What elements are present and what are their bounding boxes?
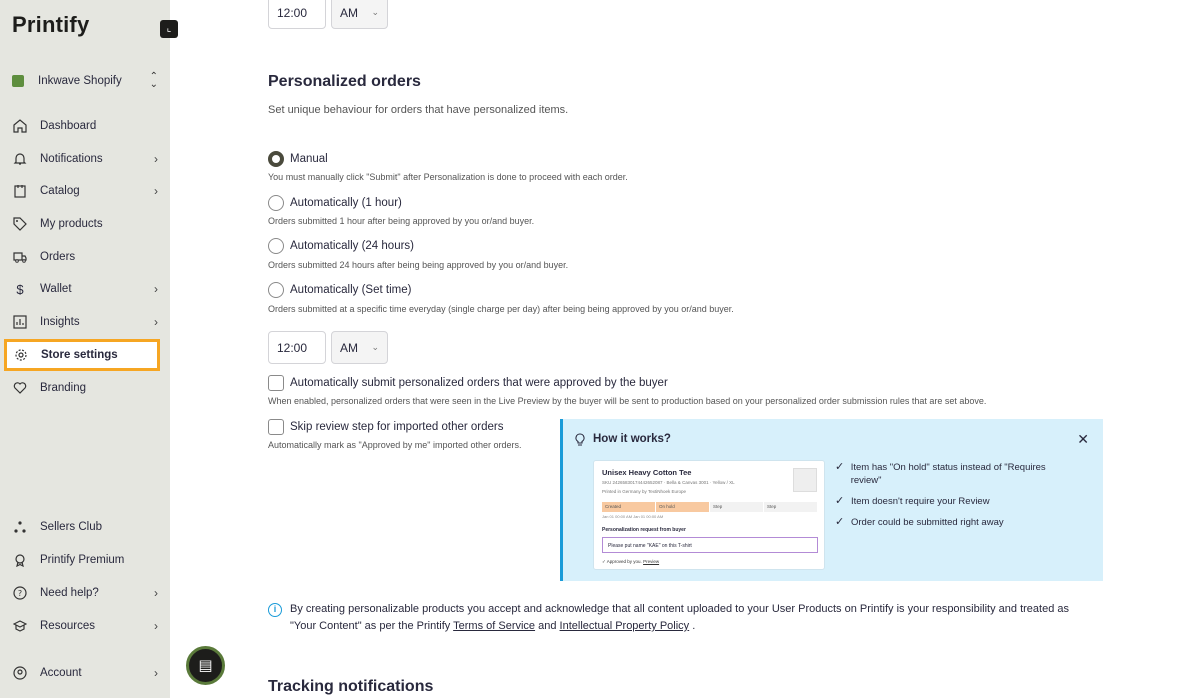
list-item-text: Item doesn't require your Review bbox=[851, 496, 990, 507]
how-it-works-panel bbox=[560, 419, 1103, 581]
printify-logo[interactable]: Printify bbox=[12, 12, 90, 37]
radio-label: Automatically (24 hours) bbox=[290, 240, 414, 252]
sidebar-item-wallet[interactable] bbox=[12, 276, 158, 302]
legal-notice-text bbox=[290, 601, 1098, 635]
store-name: Inkwave Shopify bbox=[38, 75, 122, 87]
info-icon: i bbox=[268, 603, 282, 617]
radio-label: Automatically (Set time) bbox=[290, 284, 412, 296]
list-item bbox=[835, 516, 1075, 529]
how-it-works-title: How it works? bbox=[593, 433, 671, 445]
radio-button[interactable] bbox=[268, 238, 284, 254]
chevron-right-icon: › bbox=[154, 184, 158, 198]
chevron-down-icon: ⌄ bbox=[371, 342, 379, 352]
time-input[interactable]: 12:00 bbox=[268, 331, 326, 364]
chevron-right-icon: › bbox=[154, 315, 158, 329]
sidebar-item-store-settings[interactable] bbox=[4, 339, 160, 371]
how-it-works-list bbox=[835, 461, 1075, 537]
personalization-request-label: Personalization request from buyer bbox=[602, 527, 686, 533]
legal-notice bbox=[268, 601, 1098, 635]
close-icon[interactable]: ✕ bbox=[1077, 431, 1089, 447]
list-item-text: Order could be submitted right away bbox=[851, 517, 1004, 528]
bell-icon bbox=[12, 151, 28, 167]
status-step: Step bbox=[764, 502, 817, 512]
sidebar-item-account[interactable] bbox=[12, 660, 158, 686]
checkbox[interactable] bbox=[268, 375, 284, 391]
sidebar-item-insights[interactable] bbox=[12, 309, 158, 335]
status-step: Step bbox=[710, 502, 763, 512]
radio-hint: Orders submitted at a specific time everyday (single charge per day) after being being approved by you or/and buyer. bbox=[268, 304, 734, 314]
sidebar-item-label: My products bbox=[40, 218, 103, 230]
radio-button[interactable] bbox=[268, 282, 284, 298]
home-icon bbox=[12, 118, 28, 134]
sidebar-item-label: Notifications bbox=[40, 153, 103, 165]
sidebar-item-orders[interactable] bbox=[12, 244, 158, 270]
radio-manual[interactable] bbox=[268, 151, 328, 167]
club-icon bbox=[12, 519, 28, 535]
ip-policy-link[interactable]: Intellectual Property Policy bbox=[559, 620, 690, 632]
product-sku: SKU 24265830174442652087 · Bella & Canvas 3001 · Yellow / XL bbox=[602, 480, 735, 485]
catalog-icon bbox=[12, 183, 28, 199]
sidebar-item-branding[interactable] bbox=[12, 375, 158, 401]
sidebar-item-label: Printify Premium bbox=[40, 554, 125, 566]
sidebar-item-label: Account bbox=[40, 667, 82, 679]
product-thumbnail bbox=[793, 468, 817, 492]
legal-end: . bbox=[692, 620, 696, 632]
checkbox-hint: Automatically mark as "Approved by me" imported other orders. bbox=[268, 440, 522, 450]
radio-auto-set-time[interactable] bbox=[268, 282, 411, 298]
radio-label: Automatically (1 hour) bbox=[290, 197, 402, 209]
truck-icon bbox=[12, 249, 28, 265]
status-step: On hold bbox=[656, 502, 709, 512]
sidebar-item-need-help[interactable] bbox=[12, 580, 158, 606]
tracking-notifications-title: Tracking notifications bbox=[268, 678, 434, 695]
chevron-right-icon: › bbox=[154, 666, 158, 680]
status-steps bbox=[602, 502, 818, 512]
skip-review-checkbox-row[interactable] bbox=[268, 419, 503, 435]
premium-icon bbox=[12, 552, 28, 568]
product-printer: Printed in Germany by TextiNhoek Europe bbox=[602, 489, 686, 494]
legal-and: and bbox=[538, 620, 557, 632]
tag-icon bbox=[12, 216, 28, 232]
updown-chevron-icon: ⌃ ⌄ bbox=[149, 71, 158, 90]
ampm-select-top[interactable] bbox=[331, 0, 388, 29]
checkbox-label: Skip review step for imported other orders bbox=[290, 421, 504, 433]
terms-of-service-link[interactable]: Terms of Service bbox=[453, 620, 536, 632]
sidebar-item-label: Resources bbox=[40, 620, 95, 632]
radio-button[interactable] bbox=[268, 195, 284, 211]
ampm-value: AM bbox=[340, 340, 358, 355]
legal-text: By creating personalizable products you accept and acknowledge that all content uploaded to your User Products on Printify is your responsibility and treated as "Your Content" as per the Printify bbox=[290, 603, 1070, 632]
radio-auto-24h[interactable] bbox=[268, 238, 414, 254]
order-preview-card bbox=[593, 460, 825, 570]
sidebar-item-label: Need help? bbox=[40, 587, 99, 599]
sidebar bbox=[0, 0, 170, 698]
shopify-icon bbox=[12, 75, 24, 87]
sidebar-item-my-products[interactable] bbox=[12, 211, 158, 237]
list-item-text: Item has "On hold" status instead of "Requires review" bbox=[850, 462, 1046, 486]
sidebar-item-catalog[interactable] bbox=[12, 178, 158, 204]
personalization-request-text: Please put name "KAE" on this T-shirt bbox=[602, 537, 818, 553]
check-icon: ✓ bbox=[835, 495, 845, 507]
radio-hint: Orders submitted 24 hours after being being approved by you or/and buyer. bbox=[268, 260, 569, 270]
ampm-value: AM bbox=[340, 5, 358, 20]
sidebar-item-label: Catalog bbox=[40, 185, 80, 197]
list-item bbox=[835, 495, 1075, 508]
approved-line: ✓ Approved by you. Preview bbox=[602, 559, 660, 564]
section-title: Personalized orders bbox=[268, 73, 421, 90]
sidebar-item-printify-premium[interactable] bbox=[12, 547, 158, 573]
approved-text: Approved by you. bbox=[606, 559, 642, 564]
gear-icon bbox=[13, 347, 29, 363]
radio-label: Manual bbox=[290, 153, 328, 165]
sidebar-item-sellers-club[interactable] bbox=[12, 514, 158, 540]
chat-icon: ▤ bbox=[198, 657, 213, 674]
chevron-right-icon: › bbox=[154, 152, 158, 166]
checkbox-hint: When enabled, personalized orders that were seen in the Live Preview by the buyer will be sent to production based on your personalized order submission rules that are set above. bbox=[268, 396, 987, 406]
status-step: Created bbox=[602, 502, 655, 512]
lightbulb-icon bbox=[574, 433, 586, 450]
chat-button[interactable] bbox=[186, 646, 225, 685]
sidebar-item-dashboard[interactable] bbox=[12, 113, 158, 139]
sidebar-item-label: Insights bbox=[40, 316, 80, 328]
auto-submit-checkbox-row[interactable] bbox=[268, 375, 668, 391]
chevron-right-icon: › bbox=[154, 586, 158, 600]
list-item bbox=[835, 461, 1075, 487]
help-icon bbox=[12, 585, 28, 601]
collapse-sidebar-button[interactable] bbox=[160, 20, 178, 38]
collapse-icon: ⌞ bbox=[166, 23, 172, 34]
checkbox[interactable] bbox=[268, 419, 284, 435]
store-selector[interactable] bbox=[12, 70, 158, 92]
radio-hint: Orders submitted 1 hour after being approved by you or/and buyer. bbox=[268, 216, 535, 226]
chart-icon bbox=[12, 314, 28, 330]
radio-auto-1h[interactable] bbox=[268, 195, 402, 211]
status-dates: Jan 01 00:00 AM Jan 01 00:00 AM bbox=[602, 514, 664, 519]
sidebar-item-label: Store settings bbox=[41, 349, 118, 361]
chevron-down-icon: ⌄ bbox=[371, 7, 379, 17]
radio-hint: You must manually click "Submit" after Personalization is done to proceed with each order. bbox=[268, 172, 628, 182]
chevron-right-icon: › bbox=[154, 282, 158, 296]
sidebar-item-label: Sellers Club bbox=[40, 521, 102, 533]
graduation-icon bbox=[12, 618, 28, 634]
preview-link: Preview bbox=[643, 559, 660, 564]
sidebar-item-label: Branding bbox=[40, 382, 87, 394]
chevron-right-icon: › bbox=[154, 619, 158, 633]
sidebar-item-label: Dashboard bbox=[40, 120, 97, 132]
checkbox-label: Automatically submit personalized orders that were approved by the buyer bbox=[290, 377, 668, 389]
heart-icon bbox=[12, 380, 28, 396]
sidebar-item-label: Wallet bbox=[40, 283, 72, 295]
time-input-top[interactable]: 12:00 bbox=[268, 0, 326, 29]
radio-button[interactable] bbox=[268, 151, 284, 167]
ampm-select[interactable] bbox=[331, 331, 388, 364]
user-icon bbox=[12, 665, 28, 681]
svg-text:?: ? bbox=[17, 589, 23, 598]
sidebar-item-label: Orders bbox=[40, 251, 76, 263]
product-title: Unisex Heavy Cotton Tee bbox=[602, 468, 692, 477]
check-icon: ✓ bbox=[835, 516, 845, 528]
check-icon: ✓ bbox=[835, 461, 845, 473]
sidebar-item-notifications[interactable] bbox=[12, 146, 158, 172]
dollar-icon: $ bbox=[16, 281, 24, 297]
section-subtitle: Set unique behaviour for orders that have personalized items. bbox=[268, 104, 569, 116]
main-content bbox=[170, 0, 1200, 698]
sidebar-item-resources[interactable] bbox=[12, 613, 158, 639]
